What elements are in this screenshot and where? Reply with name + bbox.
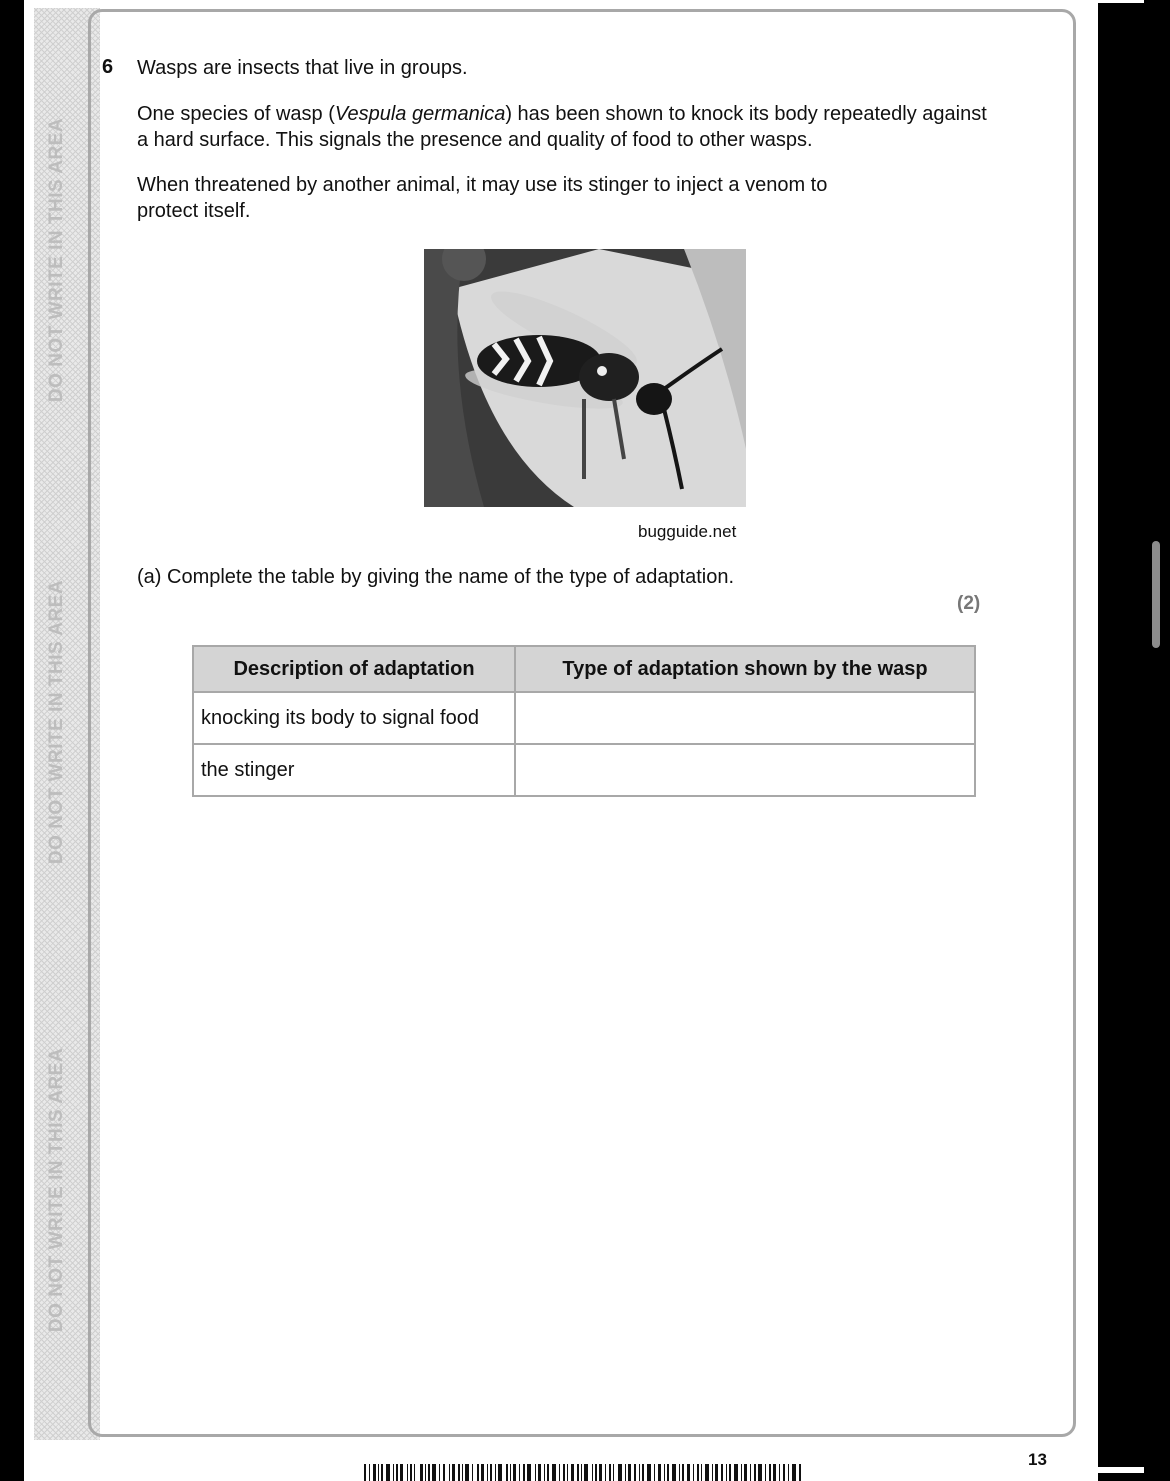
table-cell-description: the stinger — [193, 744, 515, 796]
scrollbar-thumb[interactable] — [1152, 541, 1160, 648]
table-row — [193, 744, 975, 796]
exam-page: DO NOT WRITE IN THIS AREA DO NOT WRITE IN THIS AREA DO NOT WRITE IN THIS AREA 6 Wasps are insects that live in groups. One species of wasp (Vespula germanica) has been shown to knock its body repeatedly against a hard surface. This signals the presence and quality of food to other wasps. When threatened by another animal, it may use its stinger to inject a venom to protect itself. bugguide.net (a) Complete the table by giving the name of the type of adaptation. (2) Description of adaptation Type of adaptation shown by the wasp knocking its body to signal food the stinger 13 — [24, 0, 1098, 1481]
question-paragraph-1: One species of wasp (Vespula germanica) has been shown to knock its body repeatedly against a hard surface. This signals the presence and quality of food to other wasps. — [137, 103, 987, 151]
wasp-icon — [424, 249, 746, 507]
species-name: Vespula germanica — [334, 103, 506, 125]
adaptation-table — [192, 645, 976, 797]
image-credit: bugguide.net — [638, 522, 737, 541]
wasp-photo — [424, 249, 746, 507]
question-part-a: (a) Complete the table by giving the name of the type of adaptation. — [137, 566, 735, 588]
table-header-row — [193, 646, 975, 692]
edge-marker — [1096, 1467, 1144, 1473]
page-number: 13 — [1028, 1450, 1047, 1469]
table-row — [193, 692, 975, 744]
question-intro: Wasps are insects that live in groups. — [137, 57, 468, 79]
answer-cell[interactable] — [515, 692, 975, 744]
question-number: 6 — [102, 56, 114, 78]
barcode-icon — [364, 1464, 804, 1481]
question-paragraph-2: When threatened by another animal, it may use its stinger to inject a venom to protect itself. — [137, 174, 828, 222]
marks-label: (2) — [957, 593, 981, 614]
table-cell-description: knocking its body to signal food — [193, 692, 515, 744]
edge-marker — [1096, 0, 1144, 3]
table-header: Description of adaptation — [193, 646, 515, 692]
answer-cell[interactable] — [515, 744, 975, 796]
table-header: Type of adaptation shown by the wasp — [515, 646, 975, 692]
